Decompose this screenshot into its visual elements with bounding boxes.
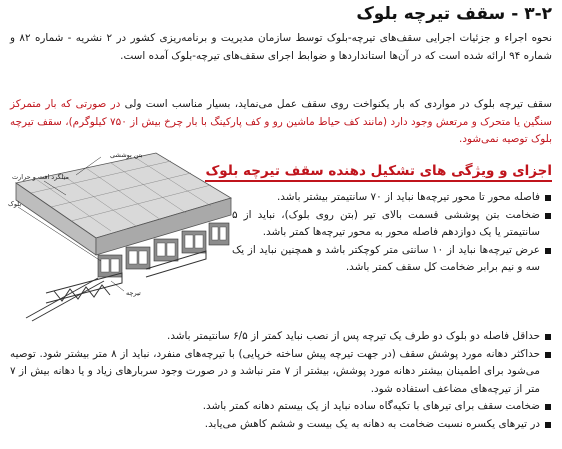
list-item: ضخامت بتن پوششی قسمت بالای تیر (بتن روی بلوک)، نباید از ۵ سانتیمتر یا یک دوازدهم فاصله محور به محور تیرچه‌ها کمتر باشد. (232, 207, 552, 242)
section-number: ۳-۲ (524, 4, 552, 24)
usage-paragraph-warning: در صورتی که بار متمرکز سنگین یا متحرک و مرتعش وجود دارد (مانند کف حیاط ماشین رو و کف پارکینگ با بار چرخ بیش از ۷۵۰ کیلوگرم)، سقف تیرچه بلوک توصیه نمی‌شود. (10, 98, 552, 145)
components-heading: اجزای و ویژگی های تشکیل دهنده سقف تیرچه بلوک (205, 163, 552, 182)
list-item: ضخامت سقف برای تیرهای با تکیه‌گاه ساده نباید از یک بیستم دهانه کمتر باشد. (10, 398, 552, 416)
section-title-text: سقف تیرچه بلوک (356, 4, 506, 24)
list-item: فاصله محور تا محور تیرچه‌ها نباید از ۷۰ سانتیمتر بیشتر باشد. (232, 189, 552, 207)
list-item: حداقل فاصله دو بلوک دو طرف یک تیرچه پس از نصب نباید کمتر از ۶/۵ سانتیمتر باشد. (10, 328, 552, 346)
section-title (356, 4, 552, 24)
label-mesh: میلگرد افت و حرارت (12, 173, 69, 181)
title-separator: - (505, 4, 525, 24)
list-item: حداکثر دهانه مورد پوشش سقف (در جهت تیرچه پیش ساخته خرپایی) با تیرچه‌های منفرد، نباید از ۸ متر بیشتر شود. توصیه می‌شود برای اطمینان بیشتر دهانه مورد پوشش، بیشتر از ۷ متر نباشد و در صورت وجود سربارهای زیاد و یا دهانه بیش از ۷ متر از تیرچه‌های مضاعف استفاده شود. (10, 346, 552, 399)
diagram-svg (6, 143, 238, 326)
bullet-list-lower (10, 328, 552, 433)
list-item: در تیرهای یکسره نسبت ضخامت به دهانه به یک بیست و ششم کاهش می‌یابد. (10, 416, 552, 434)
bullet-list-upper (232, 189, 552, 277)
joist-block-diagram (6, 143, 238, 326)
usage-paragraph-normal: سقف تیرچه بلوک در مواردی که بار یکنواخت روی سقف عمل می‌نماید، بسیار مناسب است ولی (120, 98, 552, 110)
list-item: عرض تیرچه‌ها نباید از ۱۰ سانتی متر کوچکتر باشد و همچنین نباید از یک سه و نیم برابر ضخامت کل سقف کمتر باشد. (232, 242, 552, 277)
label-concrete: بتن پوششی (110, 151, 143, 159)
label-joist: تیرچه (126, 289, 141, 297)
label-block: بلوک (8, 200, 22, 208)
concrete-topping (16, 153, 231, 238)
usage-paragraph (10, 96, 552, 149)
intro-paragraph: نحوه اجراء و جزئیات اجرایی سقف‌های تیرچه-بلوک توسط سازمان مدیریت و برنامه‌ریزی کشور در ۲ نشریه - شماره ۸۲ و شماره ۹۴ ارائه شده است که در آن‌ها استانداردها و ضوابط اجرای سقف‌های تیرچه-بلوک آمده است. (10, 32, 552, 62)
